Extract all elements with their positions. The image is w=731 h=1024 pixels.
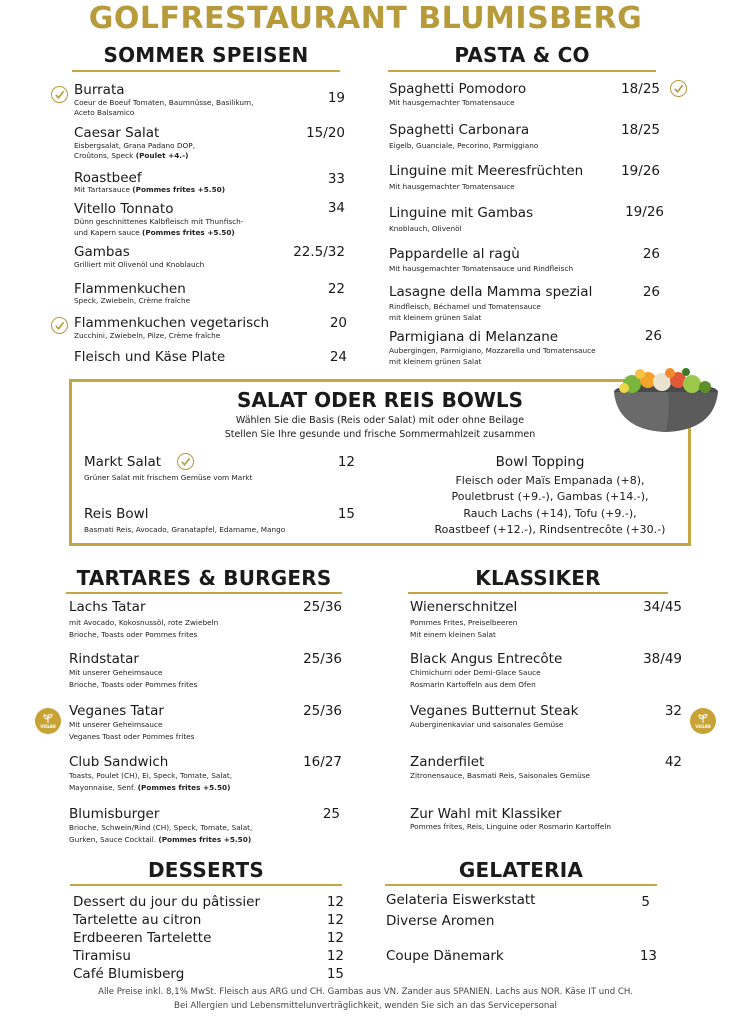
recommended-check-icon	[177, 453, 194, 470]
vegan-badge-icon	[690, 708, 716, 734]
section-heading-bowls: SALAT ODER REIS BOWLS	[236, 388, 524, 412]
menu-item-desc: Rosmarin Kartoffeln aus dem Ofen	[410, 680, 536, 689]
footer-note: Bei Allergien und Lebensmittelunverträglichkeit, wenden Sie sich an das Servicepersonal	[174, 1001, 557, 1011]
menu-item-name: Gambas	[74, 244, 130, 260]
menu-item-name: Linguine mit Gambas	[389, 205, 534, 221]
menu-item-name: Wienerschnitzel	[410, 599, 518, 615]
menu-item-price: 26	[642, 246, 660, 262]
menu-item-desc: mit kleinem grünen Salat	[389, 313, 482, 322]
menu-item-price: 18/25	[621, 81, 660, 97]
menu-item-name: Black Angus Entrecôte	[410, 651, 563, 667]
menu-item-desc	[74, 151, 188, 161]
bowl-item-desc: Grüner Salat mit frischem Gemüse vom Markt	[84, 473, 253, 482]
menu-item-desc: Aceto Balsamico	[74, 108, 135, 117]
menu-item-name: Flammenkuchen	[74, 281, 186, 297]
bowl-item-price: 12	[337, 454, 355, 470]
dessert-name: Tiramisu	[73, 948, 131, 964]
divider-gelateria	[385, 884, 657, 886]
menu-item-name: Linguine mit Meeresfrüchten	[389, 163, 584, 179]
desc-bold: (Pommes frites +5.50)	[141, 228, 235, 237]
menu-item-name: Spaghetti Carbonara	[389, 122, 530, 138]
topping-line: Pouletbrust (+9.-), Gambas (+14.-),	[451, 490, 649, 503]
menu-item-name: Rindstatar	[69, 651, 139, 667]
desc-text: und Kapern sauce	[74, 228, 142, 237]
menu-item-name: Veganes Butternut Steak	[410, 703, 579, 719]
menu-item-desc	[74, 185, 225, 195]
menu-item-price: 24	[329, 349, 347, 365]
divider-sommer	[72, 70, 340, 72]
menu-item-desc: Aubergingen, Parmigiano, Mozzarella und Tomatensauce	[389, 346, 596, 355]
menu-item-price: 26	[642, 284, 660, 300]
salad-bowl-illustration	[610, 362, 722, 436]
menu-item-desc: Mit hausgemachter Tomatensauce	[389, 182, 515, 191]
divider-tartares	[66, 592, 342, 594]
gelateria-name: Gelateria Eiswerkstatt	[386, 892, 536, 908]
section-heading-desserts: DESSERTS	[148, 858, 264, 882]
menu-item-name: Lachs Tatar	[69, 599, 146, 615]
menu-item-desc: Brioche, Toasts oder Pommes frites	[69, 680, 198, 689]
dessert-price: 12	[326, 894, 344, 910]
dessert-price: 12	[326, 930, 344, 946]
topping-heading: Bowl Topping	[495, 454, 585, 470]
menu-item-desc: Chimichurri oder Demi-Glace Sauce	[410, 668, 541, 677]
menu-item-price: 34	[327, 200, 345, 216]
menu-item-price: 22	[327, 281, 345, 297]
vegan-badge-label: VEGAN	[695, 723, 711, 729]
menu-item-price: 33	[327, 171, 345, 187]
menu-item-desc: Toasts, Poulet (CH), Ei, Speck, Tomate, Salat,	[69, 771, 233, 780]
desc-bold: (Pommes frites +5.50)	[158, 835, 252, 844]
menu-item-desc: Knoblauch, Olivenöl	[389, 224, 462, 233]
desc-bold: (Pommes frites +5.50)	[132, 185, 226, 194]
recommended-check-icon	[670, 80, 687, 97]
bowl-item-desc: Basmati Reis, Avocado, Granatapfel, Edamame, Mango	[84, 525, 286, 534]
menu-item-price: 32	[664, 703, 682, 719]
menu-item-name: Roastbeef	[74, 170, 142, 186]
menu-item-price: 34/45	[643, 599, 682, 615]
menu-item-name: Club Sandwich	[69, 754, 169, 770]
section-heading-tartares: TARTARES & BURGERS	[76, 566, 332, 590]
menu-item-desc: Zitronensauce, Basmati Reis, Saisonales Gemüse	[410, 771, 591, 780]
menu-item-desc: Veganes Toast oder Pommes frites	[69, 732, 195, 741]
menu-item-name: Blumisburger	[69, 806, 160, 822]
page-title: GOLFRESTAURANT BLUMISBERG	[88, 1, 643, 36]
menu-item-desc: Zucchini, Zwiebeln, Pilze, Crème fraîche	[74, 331, 221, 340]
menu-item-desc: Pommes frites, Reis, Linguine oder Rosmarin Kartoffeln	[410, 822, 612, 831]
menu-item-name: Flammenkuchen vegetarisch	[74, 315, 270, 331]
desc-text: Mit Tartarsauce	[74, 185, 133, 194]
desc-bold: (Pommes frites +5.50)	[137, 783, 231, 792]
divider-desserts	[70, 884, 342, 886]
menu-item-desc: Brioche, Schwein/Rind (CH), Speck, Tomate, Salat,	[69, 823, 253, 832]
dessert-price: 12	[326, 948, 344, 964]
vegan-badge-label: VEGAN	[40, 723, 56, 729]
dessert-name: Erdbeeren Tartelette	[73, 930, 212, 946]
menu-item-desc	[69, 835, 251, 845]
menu-item-price: 25/36	[303, 703, 342, 719]
gelateria-price: 13	[639, 948, 657, 964]
menu-item-desc: Dünn geschnittenes Kalbfleisch mit Thunfisch-	[74, 217, 244, 226]
menu-item-desc: mit kleinem grünen Salat	[389, 357, 482, 366]
menu-item-desc: Coeur de Boeuf Tomaten, Baumnüsse, Basilikum,	[74, 98, 254, 107]
topping-line: Roastbeef (+12.-), Rindsentrecôte (+30.-)	[434, 523, 666, 536]
dessert-name: Café Blumisberg	[73, 966, 185, 982]
menu-item-desc	[69, 783, 230, 793]
menu-item-price: 25/36	[303, 599, 342, 615]
gelateria-desc: Diverse Aromen	[386, 913, 495, 929]
bowl-item-price: 15	[337, 506, 355, 522]
menu-item-desc: Mit hausgemachter Tomatensauce	[389, 98, 515, 107]
menu-item-desc: Mit einem kleinen Salat	[410, 630, 496, 639]
recommended-check-icon	[51, 317, 68, 334]
desc-text: Croûtons, Speck	[74, 151, 136, 160]
bowl-item-name: Reis Bowl	[84, 506, 149, 522]
gelateria-name: Coupe Dänemark	[386, 948, 504, 964]
recommended-check-icon	[51, 86, 68, 103]
menu-item-price: 25	[322, 806, 340, 822]
menu-item-desc: Mit unserer Geheimsauce	[69, 720, 163, 729]
dessert-price: 12	[326, 912, 344, 928]
menu-item-desc: Mit unserer Geheimsauce	[69, 668, 163, 677]
section-heading-klassiker: KLASSIKER	[475, 566, 601, 590]
menu-item-name: Zur Wahl mit Klassiker	[410, 806, 562, 822]
dessert-name: Tartelette au citron	[73, 912, 202, 928]
desc-bold: (Poulet +4.-)	[135, 151, 189, 160]
divider-klassiker	[408, 592, 668, 594]
topping-line: Fleisch oder Maïs Empanada (+8),	[455, 474, 645, 487]
menu-item-name: Veganes Tatar	[69, 703, 164, 719]
menu-item-name: Zanderfilet	[410, 754, 485, 770]
bowls-subtitle: Wählen Sie die Basis (Reis oder Salat) mit oder ohne Beilage	[235, 415, 525, 426]
menu-item-price: 16/27	[303, 754, 342, 770]
menu-item-desc: Pommes Frites, Preiselbeeren	[410, 618, 518, 627]
menu-item-price: 18/25	[621, 122, 660, 138]
dessert-price: 15	[326, 966, 344, 982]
menu-item-name: Parmigiana di Melanzane	[389, 329, 559, 345]
topping-line: Rauch Lachs (+14), Tofu (+9.-),	[463, 507, 637, 520]
menu-item-desc: mit Avocado, Kokosnussöl, rote Zwiebeln	[69, 618, 219, 627]
menu-item-price: 19/26	[625, 204, 664, 220]
menu-item-name: Burrata	[74, 82, 125, 98]
menu-item-price: 19	[327, 90, 345, 106]
menu-item-price: 42	[664, 754, 682, 770]
gelateria-price: 5	[641, 894, 650, 910]
menu-item-name: Spaghetti Pomodoro	[389, 81, 527, 97]
menu-item-desc: Speck, Zwiebeln, Crème fraîche	[74, 296, 191, 305]
menu-item-desc: Auberginenkaviar und saisonales Gemüse	[410, 720, 564, 729]
desc-text: Mayonnaise, Senf.	[69, 783, 138, 792]
menu-item-price: 38/49	[643, 651, 682, 667]
menu-item-price: 22.5/32	[293, 244, 345, 260]
menu-item-name: Fleisch und Käse Plate	[74, 349, 226, 365]
section-heading-pasta: PASTA & CO	[454, 43, 590, 67]
menu-item-desc: Rindfleisch, Béchamel und Tomatensauce	[389, 302, 541, 311]
menu-item-name: Lasagne della Mamma spezial	[389, 284, 593, 300]
bowls-subtitle: Stellen Sie Ihre gesunde und frische Sommermahlzeit zusammen	[224, 429, 536, 440]
bowl-item-name: Markt Salat	[84, 454, 162, 470]
desc-text: Gurken, Sauce Cocktail.	[69, 835, 159, 844]
menu-item-desc	[74, 228, 235, 238]
section-heading-gelateria: GELATERIA	[458, 858, 584, 882]
menu-item-desc: Eigelb, Guanciale, Pecorino, Parmiggiano	[389, 141, 539, 150]
footer-note: Alle Preise inkl. 8,1% MwSt. Fleisch aus ARG und CH. Gambas aus VN. Zander aus SPANIEN. Lachs aus NOR. Käse IT und CH.	[98, 987, 633, 997]
dessert-name: Dessert du jour du pâtissier	[73, 894, 261, 910]
menu-item-price: 15/20	[306, 125, 345, 141]
menu-item-desc: Brioche, Toasts oder Pommes frites	[69, 630, 198, 639]
menu-item-desc: Eisbergsalat, Grana Padano DOP,	[74, 141, 196, 150]
vegan-badge-icon	[35, 708, 61, 734]
menu-item-desc: Grilliert mit Olivenöl und Knoblauch	[74, 260, 205, 269]
menu-item-price: 19/26	[621, 163, 660, 179]
menu-item-price: 20	[329, 315, 347, 331]
menu-item-price: 26	[644, 328, 662, 344]
menu-item-desc: Mit hausgemachter Tomatensauce und Rindfleisch	[389, 264, 574, 273]
divider-pasta	[388, 70, 656, 72]
menu-item-name: Caesar Salat	[74, 125, 160, 141]
section-heading-sommer: SOMMER SPEISEN	[103, 43, 309, 67]
menu-item-name: Vitello Tonnato	[74, 201, 174, 217]
menu-item-name: Pappardelle al ragù	[389, 246, 520, 262]
menu-item-price: 25/36	[303, 651, 342, 667]
